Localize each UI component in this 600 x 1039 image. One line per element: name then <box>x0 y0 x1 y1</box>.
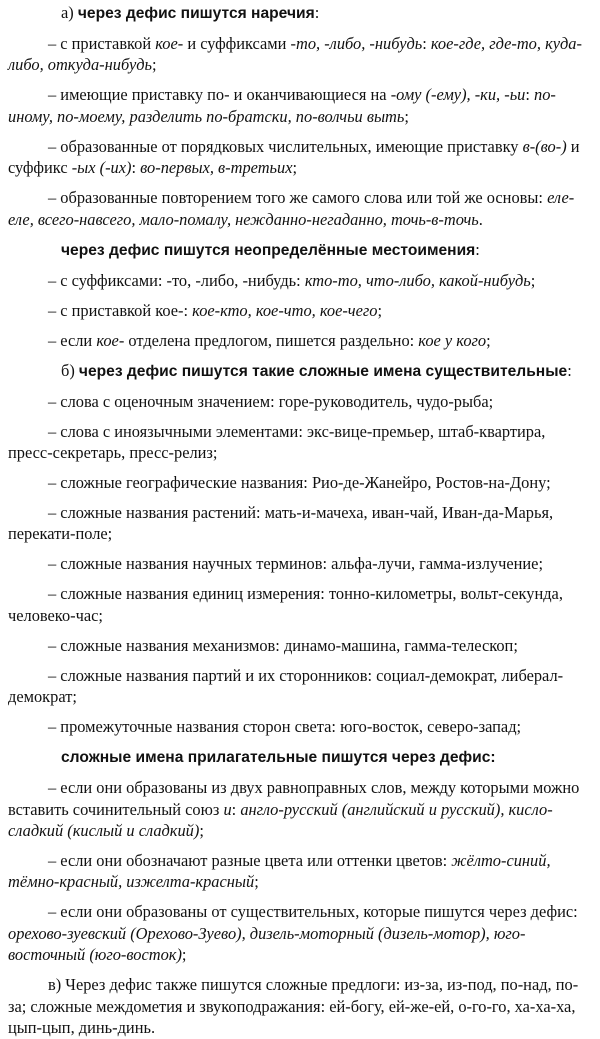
text-run: – слова с оценочным значением: горе-руководитель, чудо-рыба; <box>48 391 494 411</box>
rule-paragraph <box>8 777 590 841</box>
text-run: : <box>422 34 431 53</box>
text-run: – если <box>48 330 97 350</box>
text-run: – с приставкой <box>48 34 156 53</box>
rule-paragraph <box>8 901 590 965</box>
text-run: ; <box>254 872 259 892</box>
text-run: ; <box>530 270 536 290</box>
text-run: – сложные названия партий и их сторонников: социал-демократ, либерал-демократ; <box>8 665 564 707</box>
rule-paragraph <box>8 716 590 737</box>
italic-example: кое-кто, кое-что, кое-чего <box>192 300 378 320</box>
text-run: – с суффиксами: -то, -либо, -нибудь: <box>48 270 305 290</box>
italic-example: кое- <box>155 34 184 53</box>
rule-paragraph <box>8 300 590 321</box>
text-run: ; <box>181 945 187 965</box>
rule-paragraph <box>8 136 590 179</box>
italic-example: -ых (-их) <box>71 158 132 178</box>
bold-text: через дефис пишутся неопределённые местоимения <box>61 241 476 259</box>
text-run: б) <box>61 360 79 380</box>
text-run: : <box>525 85 535 105</box>
text-run: ; <box>486 330 491 350</box>
text-run: – сложные названия растений: мать-и-мачеха, иван-чай, Иван-да-Марья, перекати-поле; <box>8 503 554 544</box>
italic-example: кое- <box>96 330 125 350</box>
italic-example: по-иному, по-моему, разделить по-братски, по-волчьи выть <box>8 85 556 126</box>
text-run: : <box>131 158 141 178</box>
rule-paragraph <box>8 33 590 76</box>
rule-paragraph <box>8 583 590 626</box>
italic-example: в-(во-) <box>522 136 567 156</box>
italic-example: кое у кого <box>418 330 487 350</box>
section-heading <box>8 239 590 261</box>
rule-paragraph <box>8 665 590 708</box>
text-run: : <box>231 799 241 819</box>
text-run: – с приставкой кое-: <box>48 300 193 320</box>
text-run: – имеющие приставку по- и оканчивающиеся на <box>48 85 391 105</box>
text-run: – сложные названия единиц измерения: тонно-километры, вольт-секунда, человеко-час; <box>8 584 563 625</box>
rule-paragraph <box>8 974 590 1038</box>
text-run: – промежуточные названия сторон света: юго-восток, северо-запад; <box>48 717 522 737</box>
text-run: – сложные названия механизмов: динамо-машина, гамма-телескоп; <box>48 635 518 655</box>
rule-paragraph <box>8 850 590 893</box>
italic-example: англо-русский (английский и русский), кисло-сладкий (кислый и сладкий) <box>8 799 553 841</box>
italic-example: еле-еле, всего-навсего, мало-помалу, нежданно-негаданно, точь-в-точь <box>8 188 575 229</box>
text-run: – образованные от порядковых числительных, имеющие приставку <box>48 136 523 156</box>
rule-paragraph <box>8 330 590 351</box>
text-run: – если они образованы от существительных, которые пишутся через дефис: <box>48 902 578 922</box>
text-run: : <box>314 3 320 22</box>
text-run: ; <box>199 821 204 841</box>
text-run: в) Через дефис также пишутся сложные предлоги: из-за, из-под, по-над, по-за; сложные междометия и звукоподражания: ей-богу, ей-же-ей, о-го-го, ха-ха-ха, цып-цып, динь-динь. <box>8 975 579 1038</box>
text-run: ; <box>151 55 157 75</box>
text-run: – если они обозначают разные цвета или оттенки цветов: <box>48 851 452 871</box>
text-run: отделена предлогом, пишется раздельно: <box>124 330 419 350</box>
italic-example: -то, -либо, -нибудь <box>290 34 423 53</box>
italic-example: жёлто-синий, тёмно-красный, изжелта-красный <box>8 851 551 892</box>
text-run: : <box>567 360 572 380</box>
rule-paragraph <box>8 421 590 464</box>
text-run: : <box>475 239 480 259</box>
bold-text: сложные имена прилагательные пишутся через дефис: <box>61 749 496 767</box>
rule-paragraph <box>8 84 590 127</box>
rule-paragraph <box>8 391 590 412</box>
rule-paragraph <box>8 472 590 493</box>
text-run: ; <box>404 106 409 126</box>
rule-paragraph <box>8 270 590 291</box>
text-run: а) <box>61 3 78 22</box>
italic-example: орехово-зуевский (Орехово-Зуево), дизель-моторный (дизель-мотор), юго-восточный (юго-восток) <box>8 923 526 965</box>
italic-example: во-первых, в-третьих <box>140 158 293 178</box>
text-run: . <box>478 209 483 229</box>
text-run: – образованные повторением того же самого слова или той же основы: <box>48 188 548 208</box>
bold-text: через дефис пишутся наречия <box>77 5 315 22</box>
text-run: – сложные географические названия: Рио-де-Жанейро, Ростов-на-Дону; <box>48 473 551 493</box>
text-run: – слова с иноязычными элементами: экс-вице-премьер, штаб-квартира, пресс-секретарь, пресс-релиз; <box>8 421 546 463</box>
bold-text: через дефис пишутся такие сложные имена существительные <box>78 362 568 380</box>
text-run: и суффиксами <box>183 34 291 53</box>
italic-example: и <box>223 799 232 819</box>
text-run: и суффикс <box>8 136 580 178</box>
section-heading <box>8 746 590 768</box>
rule-paragraph <box>8 635 590 656</box>
italic-example: кое-где, где-то, куда-либо, откуда-нибудь <box>8 34 582 75</box>
text-run: – сложные названия научных терминов: альфа-лучи, гамма-излучение; <box>48 554 544 574</box>
rule-paragraph <box>8 187 590 230</box>
italic-example: -ому (-ему), -ки, -ьи <box>390 85 526 105</box>
text-run: – если они образованы из двух равноправных слов, между которыми можно вставить сочинительный союз <box>8 778 580 819</box>
italic-example: кто-то, что-либо, какой-нибудь <box>304 270 531 290</box>
section-heading <box>8 2 590 24</box>
rule-paragraph <box>8 502 590 545</box>
text-run: ; <box>292 158 298 178</box>
text-run: ; <box>377 300 383 320</box>
rule-paragraph <box>8 553 590 574</box>
section-heading <box>8 360 590 382</box>
